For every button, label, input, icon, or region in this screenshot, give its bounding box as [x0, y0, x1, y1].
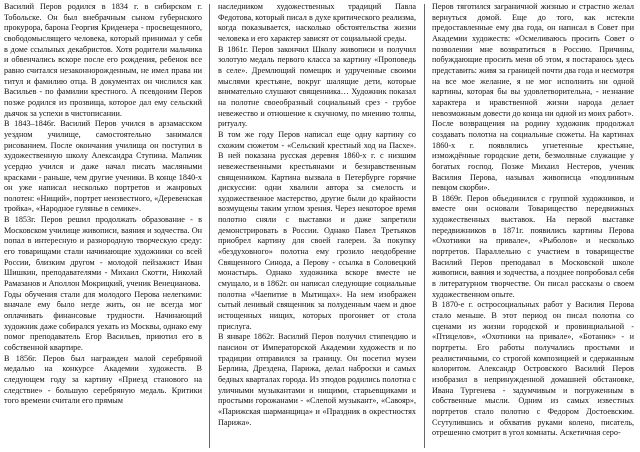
column-divider	[424, 4, 425, 448]
paragraph: В 1869г. Перов объединился с группой художников, и вместе они основали Товарищество передвижных художественных выставок. На первой выставке передвижников в 1871г. появились картины Перова «Охотники на привале», «Рыболов» и несколько портретов. Параллельно с участием в товариществе Василий Перов преподавал в Московской школе живописи, ваяния и зодчества, а позднее попробовал себя в литературном творчестве. Он писал рассказы о своем художественном опыте.	[432, 193, 634, 299]
paragraph: В 1861г. Перов закончил Школу живописи и получил золотую медаль первого класса за картину «Проповедь в селе». Дремлющий помещик и удрученные своими мыслями крестьяне, вокруг шалящие дети, которые внимательно слушают священника… Художник показал на полотне своеобразный социальный срез - грубое невежество и отношение к скучному, по мнению толпы, ритуалу.	[218, 44, 416, 129]
paragraph: В 1870-е г. остросоциальных работ у Василия Перова стало меньше. В этот период он писал полотна со сценами из жизни городской и провинциальной - «Птицелов», «Охотники на привале», «Ботаник» - и портреты. Его работы получались простыми и реалистичными, со строгой композицией и сдержанным колоритом. Александр Островского Василий Перов изобразил в непринужденной домашней обстановке, Ивана Тургенева - задумчивым и погруженным в собственные мысли. Одним из самых известных портретов стало полотно с Федором Достоевским. Ссутулившись и обхватив руками колено, писатель, отрешенно смотрит в угол комнаты. Аскетичная серо-	[432, 300, 634, 438]
paragraph: После возвращения на родину художник продолжал создавать полотна на социальные сюжеты. На картинах 1860-х г. появлялись угнетенные крестьяне, измождённые городские дети, безмолвные служащие у богатых господ. Позже Михаил Нестеров, ученик Василия Перова, называл живописца «подлинным певцом скорби».	[432, 119, 634, 193]
paragraph: Годы обучения стали для молодого Перова нелегкими: вначале ему было негде жить, он не всегда мог оплачивать финансовые трудности. Начинающий художник даже собирался уехать из Москвы, однако ему помог преподаватель Егор Васильев, приютил его в собственной квартире.	[4, 289, 202, 352]
paragraph: Василий Перов родился в 1834 г. в сибирском г. Тобольске. Он был внебрачным сыном губернского прокурора, барона Георгия Криденера - просвещенного, свободомыслящего человека, который принимал у себя в доме ссыльных декабристов. Хотя родители мальчика и обвенчались вскоре после его рождения, ребенок все равно считался незаконнорожденным, не имел права ни титул и фамилию отца. В документах он числился как Васильев - по фамилии крестного. А псевдоним Перов позже родился из прозвища, которое дал ему сельский дьячок за успехи в чистописании.	[4, 2, 202, 118]
paragraph: В 1856г. Перов был награжден малой серебряной медалью на конкурсе Академии художеств. В следующем году за картину «Приезд станового на следствие» - большую серебряную медаль. Критики того времени считали его прямым	[4, 353, 202, 406]
column-divider	[209, 4, 210, 448]
text-column-1	[4, 2, 202, 407]
paragraph: В 1843–1846г. Василий Перов учился в арзамасском уездном училище, самостоятельно занимался рисованием. После окончания училища он поступил в художественную школу Александра Ступина. Мальчик усердно учился и даже начал писать масляными красками - раньше, чем другие ученики. В конце 1840-х он уже написал несколько портретов и жанровых полотен: «Нищий», портрет неизвестного, «Деревенская тройка», «Народное гулянье в семике».	[4, 119, 202, 214]
text-column-2	[218, 2, 416, 428]
text-column-3	[432, 2, 634, 439]
paragraph: В том же году Перов написал еще одну картину со схожим сюжетом - «Сельский крестный ход на Пасхе». В ней показана русская деревня 1860-х г. с низшим невежественными крестьянами и безнравственным священником. Картина вызвала в Петербурге горячие дискуссии: одни хвалили автора за смелость и художественное мастерство, другие были до крайности возмущены таким углом зрения. Через некоторое время полотно сняли с выставки и даже запретили демонстрировать в России. Однако Павел Третьяков приобрел картину для своей галереи. За покупку «бездуховного» полотна ему грозило неодобрение Священного Синода, а Перову - ссылка в Соловецкий монастырь. Однако художника вскоре вместе не смущало, и в 1862г. он написал следующие социальные полотна «Чаепитие в Мытищах». На нем изображен сытый ленивый священник за полуденным чаем и двое истощенных нищих, которых прогоняет от стола прислуга.	[218, 129, 416, 331]
paragraph: наследником художественных традиций Павла Федотова, который писал в духе критического реализма, когда показывается, насколько обстоятельства жизни человека и его характер зависят от социальной среды.	[218, 2, 416, 43]
paragraph: В январе 1862г. Василий Перов получил стипендию и пансион от Императорской Академии художеств и по традиции отправился за границу. Он посетил музеи Берлина, Дрездена, Парижа, делал наброски и самых бедных кварталах города. Из этюдов родились полотна с уличными музыкантами и нищими, старьевщиками и простыми горожанами - «Слепой музыкант», «Савояр», «Парижская шарманщица» и «Праздник в окрестностях Парижа».	[218, 332, 416, 427]
paragraph: В 1853г. Перов решил продолжать образование - в Московском училище живописи, ваяния и зодчества. Он попал в интересную и разнородную творческую среду: его товарищами стали начинающие художники со всей России, близким другом - молодой пейзажист Иван Шишкин, преподавателями - Михаил Скотти, Николай Рамазанов и Аполлон Мокрицкий, ученик Венецианова.	[4, 215, 202, 289]
paragraph: Перов тяготился заграничной жизнью и страстно желал вернуться домой. Еще до того, как истекли предоставленные ему два года, он написал в Совет при Академии художеств: «Осмеливаюсь просить Совет о позволении мне возвратиться в Россию. Причины, побуждающие просить меня об этом, я постараюсь здесь представить: живя за границей почти два года и несмотря на все мое желание, я не мог исполнить ни одной картины, которая бы вы удовлетворительна, - незнание характера и нравственной жизни народа делает невозможным довести до конца ни одной из моих работ».	[432, 2, 634, 118]
